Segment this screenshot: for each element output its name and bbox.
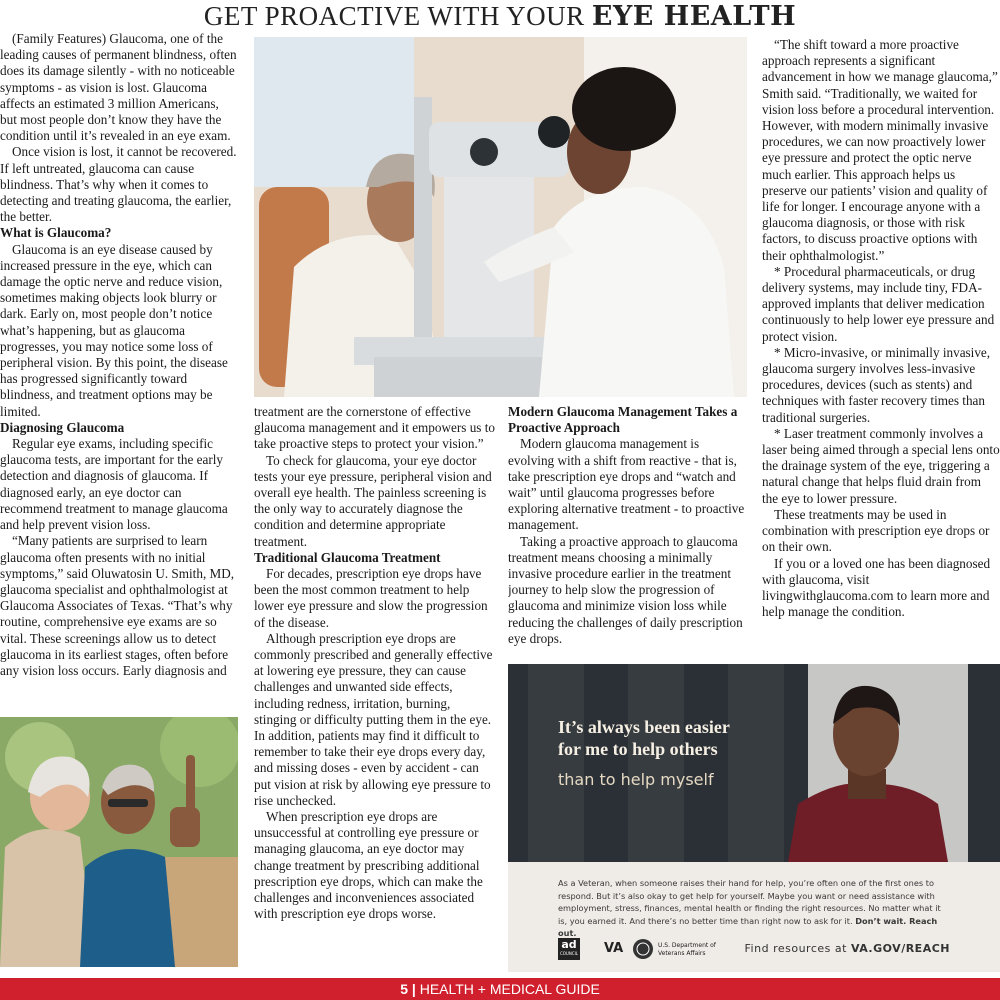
veteran-portrait [508,664,1000,862]
paragraph: These treatments may be used in combination with prescription eye drops or on their own. [762,506,990,555]
ad-headline-line-1: It’s always been easier [558,717,730,737]
eye-exam-photo [254,37,747,397]
subheading-what-is-glaucoma: What is Glaucoma? [0,225,112,241]
ad-council-council: COUNCIL [559,951,579,956]
article-column-4 [762,37,1000,657]
article-column-3 [508,404,746,654]
footer-separator: | [411,981,416,997]
paragraph: * Micro-invasive, or minimally invasive, glaucoma surgery involves less-invasive procedures, devices (such as stents) and techniques with faster recovery times than traditional surgeries. [762,344,991,425]
paragraph: “Many patients are surprised to learn glaucoma often presents with no initial symptoms,” said Oluwatosin U. Smith, MD, glaucoma specialist and ophthalmologist at Glaucoma Associates of Texas. “That’s why routine, comprehensive eye exams are so vital. These screenings allow us to detect glaucoma in its earliest stages, often before any vision loss occurs. Early diagnosis and [0,533,235,678]
ad-subhead: than to help myself [558,770,714,789]
eye-exam-illustration [254,37,747,397]
paragraph: When prescription eye drops are unsuccessful at controlling eye pressure or managing glaucoma, an eye doctor may change treatment by prescribing additional prescription eye drops, which can make the challenges and inconveniences associated with prescription eye drops worse. [254,809,483,922]
couple-illustration [0,717,238,967]
va-department-name: U.S. Department of Veterans Affairs [658,942,716,957]
ad-find-url[interactable]: VA.GOV/REACH [850,942,950,955]
paragraph: Although prescription eye drops are commonly prescribed and generally effective at lowering eye pressure, they can cause challenges and unwanted side effects, including redness, irritation, burning, stinging or difficulty putting them in the eye. In addition, patients may find it difficult to remember to take their eye drops every day, and missing doses - even by accident - can put vision at risk by allowing eye pressure to rise unchecked. [254,630,493,808]
va-logo: VA [604,941,624,956]
ad-council-ad: ad [561,938,577,951]
paragraph: Regular eye exams, including specific glaucoma tests, are important for the early detection and diagnosis of glaucoma. If diagnosed early, an eye doctor can recommend treatment to manage glaucoma and help prevent vision loss. [0,436,228,533]
subheading-traditional-treatment: Traditional Glaucoma Treatment [254,549,441,565]
ad-headline [558,716,730,760]
paragraph: “The shift toward a more proactive approach represents a significant advancement in how we manage glaucoma,” Smith said. “Traditionally, we waited for vision loss before a procedural intervention. However, with modern minimally invasive procedures, we can now proactively lower eye pressure and protect the optic nerve much earlier. This approach helps us preserve our patients’ vision and quality of life for longer. I encourage anyone with a glaucoma diagnosis, or those with risk factors, to discuss proactive options with their ophthalmologist.” [762,37,998,263]
ad-body: As a Veteran, when someone raises their hand for help, you’re often one of the first ones to respond. But it’s also okay to get help for yourself. Maybe you want or need assistance with employment, stress, finances, mental health or finding the right resources. No matter what it is, you earned it. And there’s no better time than right now to ask for it. [558,878,941,926]
paragraph: For decades, prescription eye drops have been the most common treatment to help lower eye pressure and slow the progression of the disease. [254,566,488,630]
paragraph: treatment are the cornerstone of effective glaucoma management and it empowers us to take proactive steps to protect your vision.” [254,404,495,452]
ad-council-logo [558,938,580,960]
va-advertisement [508,664,1000,972]
ad-photo-area [508,664,1000,862]
article-column-1 [0,31,238,711]
paragraph: Modern glaucoma management is evolving with a shift from reactive - that is, take prescription eye drops and “watch and wait” until glaucoma progresses before exploring alternative treatment - to proactive management. [508,436,745,533]
ad-find-text: Find resources at [744,942,847,955]
seal-icon [632,938,654,960]
article-column-2 [254,404,496,974]
ad-body-text [558,877,950,940]
headline [0,0,1000,34]
subheading-modern-management: Modern Glaucoma Management Takes a Proactive Approach [508,404,738,436]
headline-bold: EYE HEALTH [591,1,797,32]
section-name: HEALTH + MEDICAL GUIDE [419,981,600,997]
page-footer [0,978,1000,1000]
paragraph: If you or a loved one has been diagnosed with glaucoma, visit livingwithglaucoma.com to learn more and help manage the condition. [762,555,991,620]
paragraph: * Laser treatment commonly involves a laser being aimed through a special lens onto the drainage system of the eye, triggering a natural change that helps fluid drain from the eye to lower pressure. [762,425,1000,506]
paragraph: (Family Features) Glaucoma, one of the leading causes of permanent blindness, often does its damage silently - with no noticeable symptoms - as vision is lost. Glaucoma affects an estimated 3 million Americans, but most people don’t know they have the condition until it’s revealed in an eye exam. [0,31,237,144]
va-seal-icon [632,938,654,960]
ad-body-bold: Don’t wait. Reach out. [558,915,938,939]
ad-find-resources [745,942,950,955]
ad-footer [558,938,950,960]
couple-photo [0,717,238,967]
paragraph: Once vision is lost, it cannot be recovered. If left untreated, glaucoma can cause blindness. That’s why when it comes to detecting and treating glaucoma, the earlier, the better. [0,144,237,225]
subheading-diagnosing-glaucoma: Diagnosing Glaucoma [0,419,125,435]
page-number: 5 [400,981,408,997]
paragraph: Glaucoma is an eye disease caused by increased pressure in the eye, which can damage the optic nerve and reduce vision, sometimes making objects look blurry or dark. Early on, most people don’t notice what’s happening, but as glaucoma progresses, you may notice some loss of peripheral vision. By this point, the disease has progressed significantly toward blindness, and treatment options may be limited. [0,241,228,419]
paragraph: To check for glaucoma, your eye doctor tests your eye pressure, peripheral vision and overall eye health. The painless screening is the only way to accurately diagnose the condition and determine appropriate treatment. [254,452,492,549]
paragraph: Taking a proactive approach to glaucoma treatment means choosing a minimally invasive procedure earlier in the treatment journey to help slow the progression of glaucoma and minimize vision loss while reducing the challenges of daily prescription eye drops. [508,533,743,646]
paragraph: * Procedural pharmaceuticals, or drug delivery systems, may include tiny, FDA-approved implants that deliver medication continuously to help lower eye pressure and protect vision. [762,263,995,344]
ad-headline-line-2: for me to help others [558,739,718,759]
headline-light: GET PROACTIVE WITH YOUR [203,1,585,31]
